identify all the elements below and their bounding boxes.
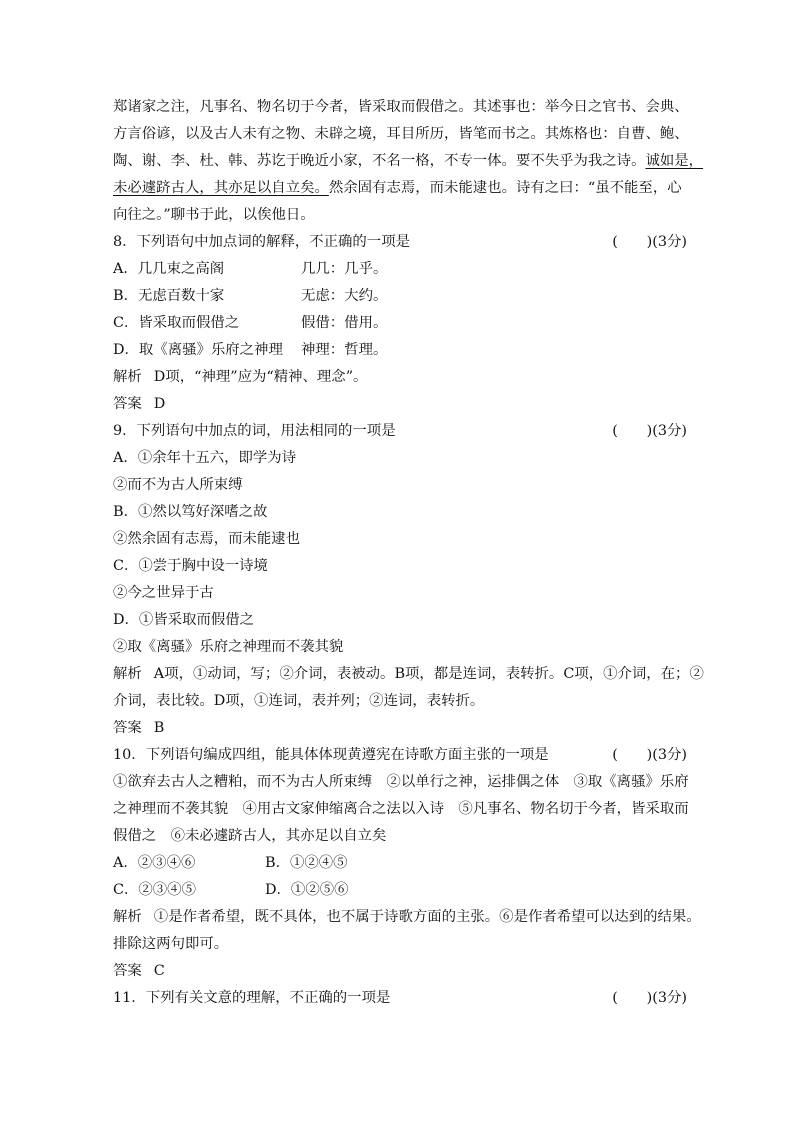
question-9-line: ②而不为古人所束缚	[113, 477, 243, 493]
question-8-stem	[113, 229, 691, 256]
question-11-stem	[113, 985, 691, 1012]
question-10-score: ( )(3分)	[612, 747, 687, 763]
question-10-options-ab	[113, 850, 691, 877]
question-10-analysis	[113, 904, 701, 931]
answer-label: 答案	[113, 720, 142, 736]
passage-line-4	[113, 175, 691, 202]
option-gloss: 假借：借用。	[301, 315, 388, 331]
option-b: B．①②④⑤	[265, 855, 348, 871]
analysis-label: 解析	[113, 369, 142, 385]
question-8-option-b	[113, 283, 691, 310]
question-10-options-cd	[113, 877, 691, 904]
analysis-text: ①是作者希望，既不具体，也不属于诗歌方面的主张。⑥是作者希望可以达到的结果。	[153, 909, 701, 925]
option-gloss: 神理：哲理。	[301, 342, 388, 358]
passage-line-5: 向往之。”聊书于此，以俟他日。	[113, 207, 315, 223]
analysis-label: 解析	[113, 666, 142, 682]
question-9-line: D．①皆采取而假借之	[113, 612, 255, 628]
document-body	[113, 94, 704, 1012]
answer-value: B	[153, 720, 165, 736]
question-9-line: ②今之世异于古	[113, 585, 214, 601]
question-8-text: 8．下列语句中加点词的解释，不正确的一项是	[113, 234, 410, 250]
question-9-line: ②然余固有志焉，而未能逮也	[113, 531, 301, 547]
option-text: B．无虑百数十家	[113, 288, 225, 304]
question-10-analysis-cont: 排除这两句即可。	[113, 936, 229, 952]
passage-line-4-text: 然余固有志焉，而未能逮也。诗有之曰：“虽不能至，心	[328, 180, 682, 196]
question-11-text: 11．下列有关文意的理解，不正确的一项是	[113, 990, 391, 1006]
question-8-option-a	[113, 256, 691, 283]
question-10-items-line-3: 假借之 ⑥未必遽跻古人，其亦足以自立矣	[113, 828, 387, 844]
question-9-score: ( )(3分)	[612, 423, 687, 439]
answer-label: 答案	[113, 396, 142, 412]
option-d: D．①②⑤⑥	[265, 882, 349, 898]
question-10-answer	[113, 958, 691, 985]
option-text: D．取《离骚》乐府之神理	[113, 342, 283, 358]
question-10-text: 10．下列语句编成四组，能具体体现黄遵宪在诗歌方面主张的一项是	[113, 747, 549, 763]
question-9-answer	[113, 715, 691, 742]
question-9-text: 9．下列语句中加点的词，用法相同的一项是	[113, 423, 396, 439]
question-8-option-c	[113, 310, 691, 337]
question-9-stem	[113, 418, 691, 445]
option-gloss: 无虑：大约。	[301, 288, 388, 304]
question-10-stem	[113, 742, 691, 769]
passage-line-3	[113, 148, 704, 175]
answer-label: 答案	[113, 963, 142, 979]
passage-line-3-text: 陶、谢、李、杜、韩、苏讫于晚近小家，不名一格，不专一体。要不失乎为我之诗。	[113, 153, 646, 169]
option-gloss: 几几：几乎。	[301, 261, 388, 277]
analysis-label: 解析	[113, 909, 142, 925]
question-8-analysis	[113, 364, 691, 391]
answer-value: C	[153, 963, 165, 979]
question-10-items-line-1: ①欲弃去古人之糟粕，而不为古人所束缚 ②以单行之神，运排偶之体 ③取《离骚》乐府	[113, 774, 689, 790]
option-c: C．②③④⑤	[113, 882, 196, 898]
option-a: A．②③④⑥	[113, 855, 196, 871]
option-text: A．几几束之高阁	[113, 261, 225, 277]
question-9-line: ②取《离骚》乐府之神理而不袭其貌	[113, 639, 344, 655]
option-text: C．皆采取而假借之	[113, 315, 240, 331]
question-9-line: A．①余年十五六，即学为诗	[113, 450, 297, 466]
question-9-analysis	[113, 661, 704, 688]
underlined-sentence-part-2: 未必遽跻古人，其亦足以自立矣。	[113, 180, 329, 196]
analysis-text: A项，①动词，写；②介词，表被动。B项，都是连词，表转折。C项，①介词，在；②	[153, 666, 704, 682]
question-9-analysis-cont: 介词，表比较。D项，①连词，表并列；②连词，表转折。	[113, 693, 485, 709]
passage-line-2: 方言俗谚，以及古人未有之物、未辟之境，耳目所历，皆笔而书之。其炼格也：自曹、鲍、	[113, 126, 689, 142]
underlined-sentence-part-1: 诚如是，	[645, 153, 704, 169]
question-8-option-d	[113, 337, 691, 364]
answer-value: D	[153, 396, 166, 412]
question-9-line: C．①尝于胸中设一诗境	[113, 558, 268, 574]
question-9-line: B．①然以笃好深嗜之故	[113, 504, 268, 520]
question-10-items-line-2: 之神理而不袭其貌 ④用古文家伸缩离合之法以入诗 ⑤凡事名、物名切于今者，皆采取而	[113, 801, 689, 817]
analysis-text: D项，“神理”应为“精神、理念”。	[153, 369, 368, 385]
question-11-score: ( )(3分)	[612, 990, 687, 1006]
question-8-answer	[113, 391, 691, 418]
question-8-score: ( )(3分)	[612, 234, 687, 250]
passage-line-1: 郑诸家之注，凡事名、物名切于今者，皆采取而假借之。其述事也：举今日之官书、会典、	[113, 99, 689, 115]
